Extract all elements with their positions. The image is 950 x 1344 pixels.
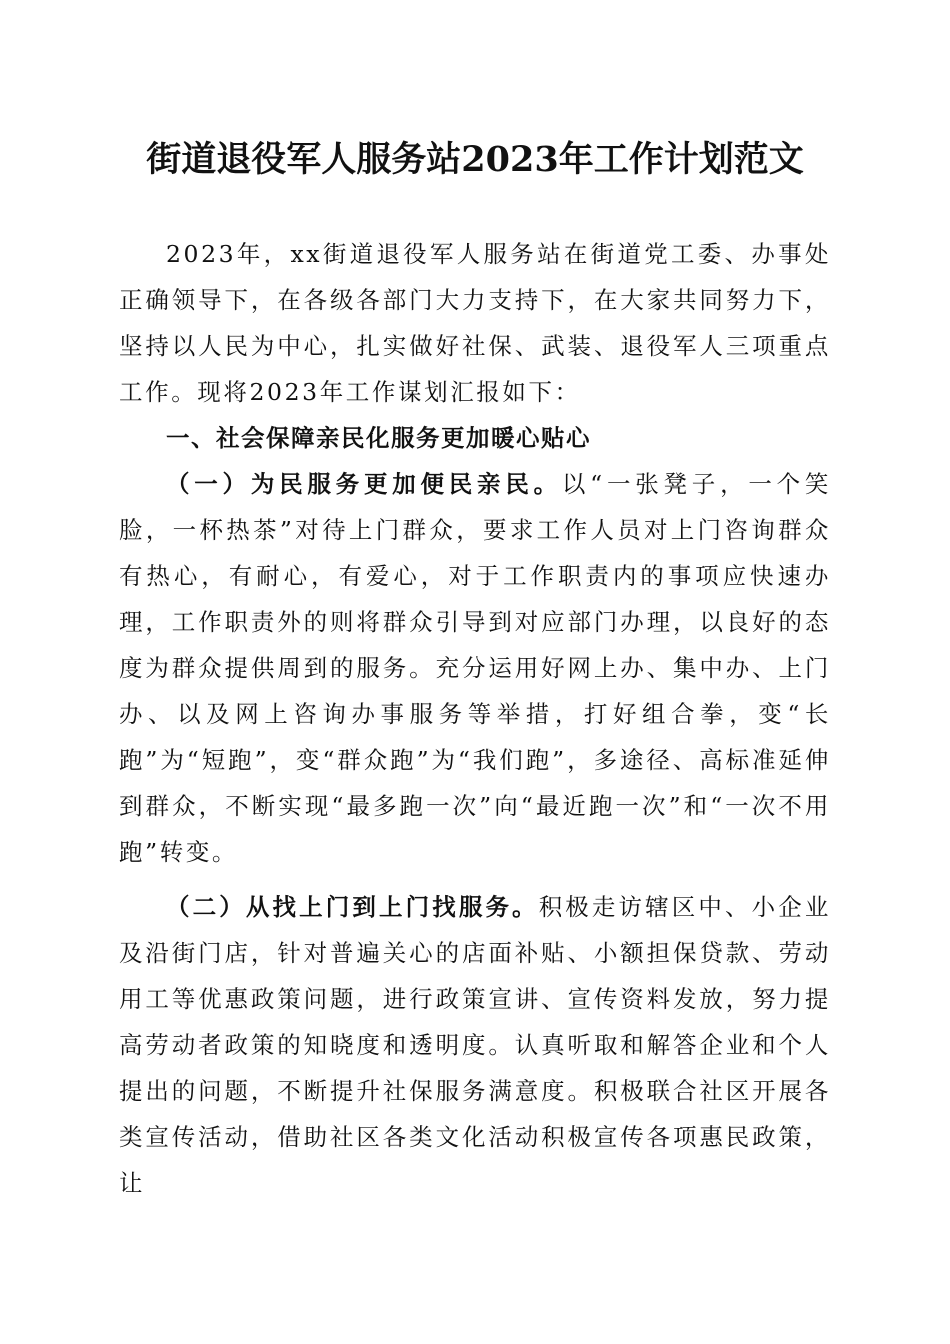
document-body bbox=[119, 231, 831, 1206]
item-2-lead: （二）从找上门到上门找服务。 bbox=[166, 893, 539, 921]
section-1-item-2 bbox=[119, 884, 831, 1206]
item-1-text: 以“一张凳子，一个笑脸，一杯热茶”对待上门群众，要求工作人员对上门咨询群众有热心，有耐心，有爱心，对于工作职责内的事项应快速办理，工作职责外的则将群众引导到对应部门办理，以良好的态度为群众提供周到的服务。充分运用好网上办、集中办、上门办、以及网上咨询办事服务等举措，打好组合拳，变“长跑”为“短跑”，变“群众跑”为“我们跑”，多途径、高标准延伸到群众，不断实现“最多跑一次”向“最近跑一次”和“一次不用跑”转变。 bbox=[119, 470, 831, 866]
section-1-item-1 bbox=[119, 461, 831, 875]
document-title: 街道退役军人服务站2023年工作计划范文 bbox=[146, 139, 804, 180]
section-1-heading: 一、社会保障亲民化服务更加暖心贴心 bbox=[166, 424, 591, 452]
item-1-lead: （一）为民服务更加便民亲民。 bbox=[166, 470, 562, 498]
intro-paragraph: 2023年，xx街道退役军人服务站在街道党工委、办事处正确领导下，在各级各部门大力支持下，在大家共同努力下，坚持以人民为中心，扎实做好社保、武装、退役军人三项重点工作。现将2023年工作谋划汇报如下： bbox=[119, 240, 831, 406]
item-2-text: 积极走访辖区中、小企业及沿街门店，针对普遍关心的店面补贴、小额担保贷款、劳动用工等优惠政策问题，进行政策宣讲、宣传资料发放，努力提高劳动者政策的知晓度和透明度。认真听取和解答企业和个人提出的问题，不断提升社保服务满意度。积极联合社区开展各类宣传活动，借助社区各类文化活动积极宣传各项惠民政策，让 bbox=[119, 893, 831, 1197]
